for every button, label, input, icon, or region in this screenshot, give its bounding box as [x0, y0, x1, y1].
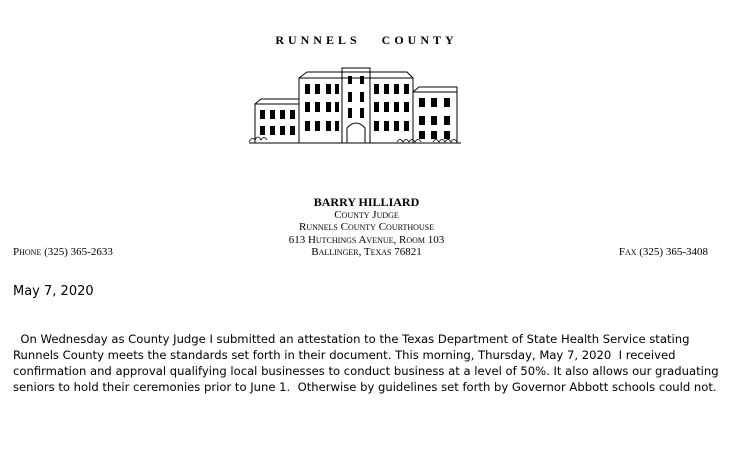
fax-number: Fax (325) 365-3408: [618, 246, 708, 258]
letter-body: On Wednesday as County Judge I submitted an attestation to the Texas Department of State Health Service stating Runnels County meets the standards set forth in their document. This morning, Thursday, May 7, 2020 I received confirmation and approval qualifying local businesses to conduct business at a level of 50%. It also allows our graduating seniors to hold their ceremonies prior to June 1. Otherwise by guidelines set forth by Governor Abbott schools could not.: [13, 332, 723, 394]
phone-number: Phone (325) 365-2633: [13, 246, 113, 258]
letter-date: May 7, 2020: [13, 284, 94, 299]
courthouse-illustration: [247, 66, 465, 146]
street-address: 613 Hutchings Avenue, Room 103: [288, 233, 445, 246]
office-name: Runnels County Courthouse: [298, 221, 435, 233]
city-address: Ballinger, Texas 76821: [311, 246, 422, 258]
judge-title: County Judge: [334, 208, 399, 221]
county-heading: RUNNELS COUNTY: [275, 33, 458, 47]
judge-name: BARRY HILLIARD: [313, 195, 420, 209]
